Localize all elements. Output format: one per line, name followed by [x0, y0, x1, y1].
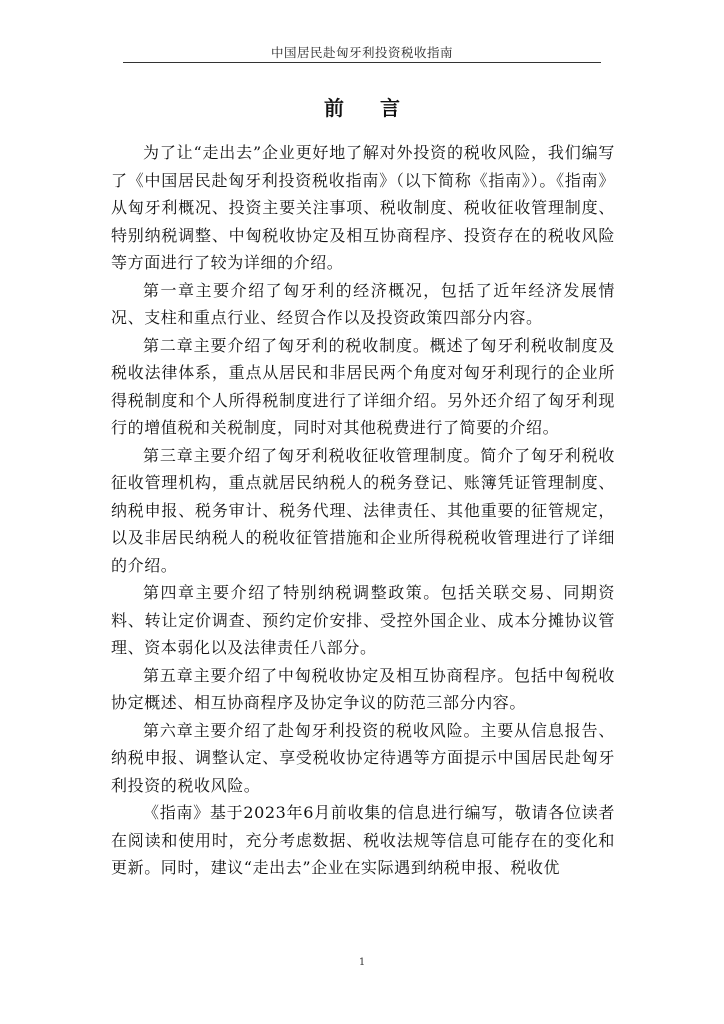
- paragraph-chapter-4: 第四章主要介绍了特别纳税调整政策。包括关联交易、同期资料、转让定价调查、预约定价安排、受控外国企业、成本分摊协议管理、资本弱化以及法律责任八部分。: [111, 583, 615, 657]
- paragraph-chapter-2: 第二章主要介绍了匈牙利的税收制度。概述了匈牙利税收制度及税收法律体系，重点从居民和非居民两个角度对匈牙利现行的企业所得税制度和个人所得税制度进行了详细介绍。另外还介绍了匈牙利现行的增值税和关税制度，同时对其他税费进行了简要的介绍。: [111, 335, 615, 437]
- page-number: 1: [358, 957, 366, 968]
- paragraph-chapter-1: 第一章主要介绍了匈牙利的经济概况，包括了近年经济发展情况、支柱和重点行业、经贸合作以及投资政策四部分内容。: [111, 280, 615, 327]
- header-divider: [123, 62, 601, 63]
- paragraph-intro: 为了让“走出去”企业更好地了解对外投资的税收风险，我们编写了《中国居民赴匈牙利投资税收指南》（以下简称《指南》）。《指南》从匈牙利概况、投资主要关注事项、税收制度、税收征收管理制度、特别纳税调整、中匈税收协定及相互协商程序、投资存在的税收风险等方面进行了较为详细的介绍。: [111, 143, 615, 272]
- paragraph-chapter-3: 第三章主要介绍了匈牙利税收征收管理制度。简介了匈牙利税收征收管理机构，重点就居民纳税人的税务登记、账簿凭证管理制度、纳税申报、税务审计、税务代理、法律责任、其他重要的征管规定，以及非居民纳税人的税收征管措施和企业所得税税收管理进行了详细的介绍。: [111, 445, 615, 575]
- running-header: 中国居民赴匈牙利投资税收指南: [270, 45, 453, 60]
- paragraph-chapter-5: 第五章主要介绍了中匈税收协定及相互协商程序。包括中匈税收协定概述、相互协商程序及协定争议的防范三部分内容。: [111, 665, 615, 712]
- paragraph-chapter-6: 第六章主要介绍了赴匈牙利投资的税收风险。主要从信息报告、纳税申报、调整认定、享受税收协定待遇等方面提示中国居民赴匈牙利投资的税收风险。: [111, 720, 615, 795]
- page-title: 前言: [324, 96, 436, 120]
- paragraph-notice: 《指南》基于2023年6月前收集的信息进行编写，敬请各位读者在阅读和使用时，充分考虑数据、税收法规等信息可能存在的变化和更新。同时，建议“走出去”企业在实际遇到纳税申报、税收优: [111, 803, 615, 877]
- body-text: [111, 139, 615, 882]
